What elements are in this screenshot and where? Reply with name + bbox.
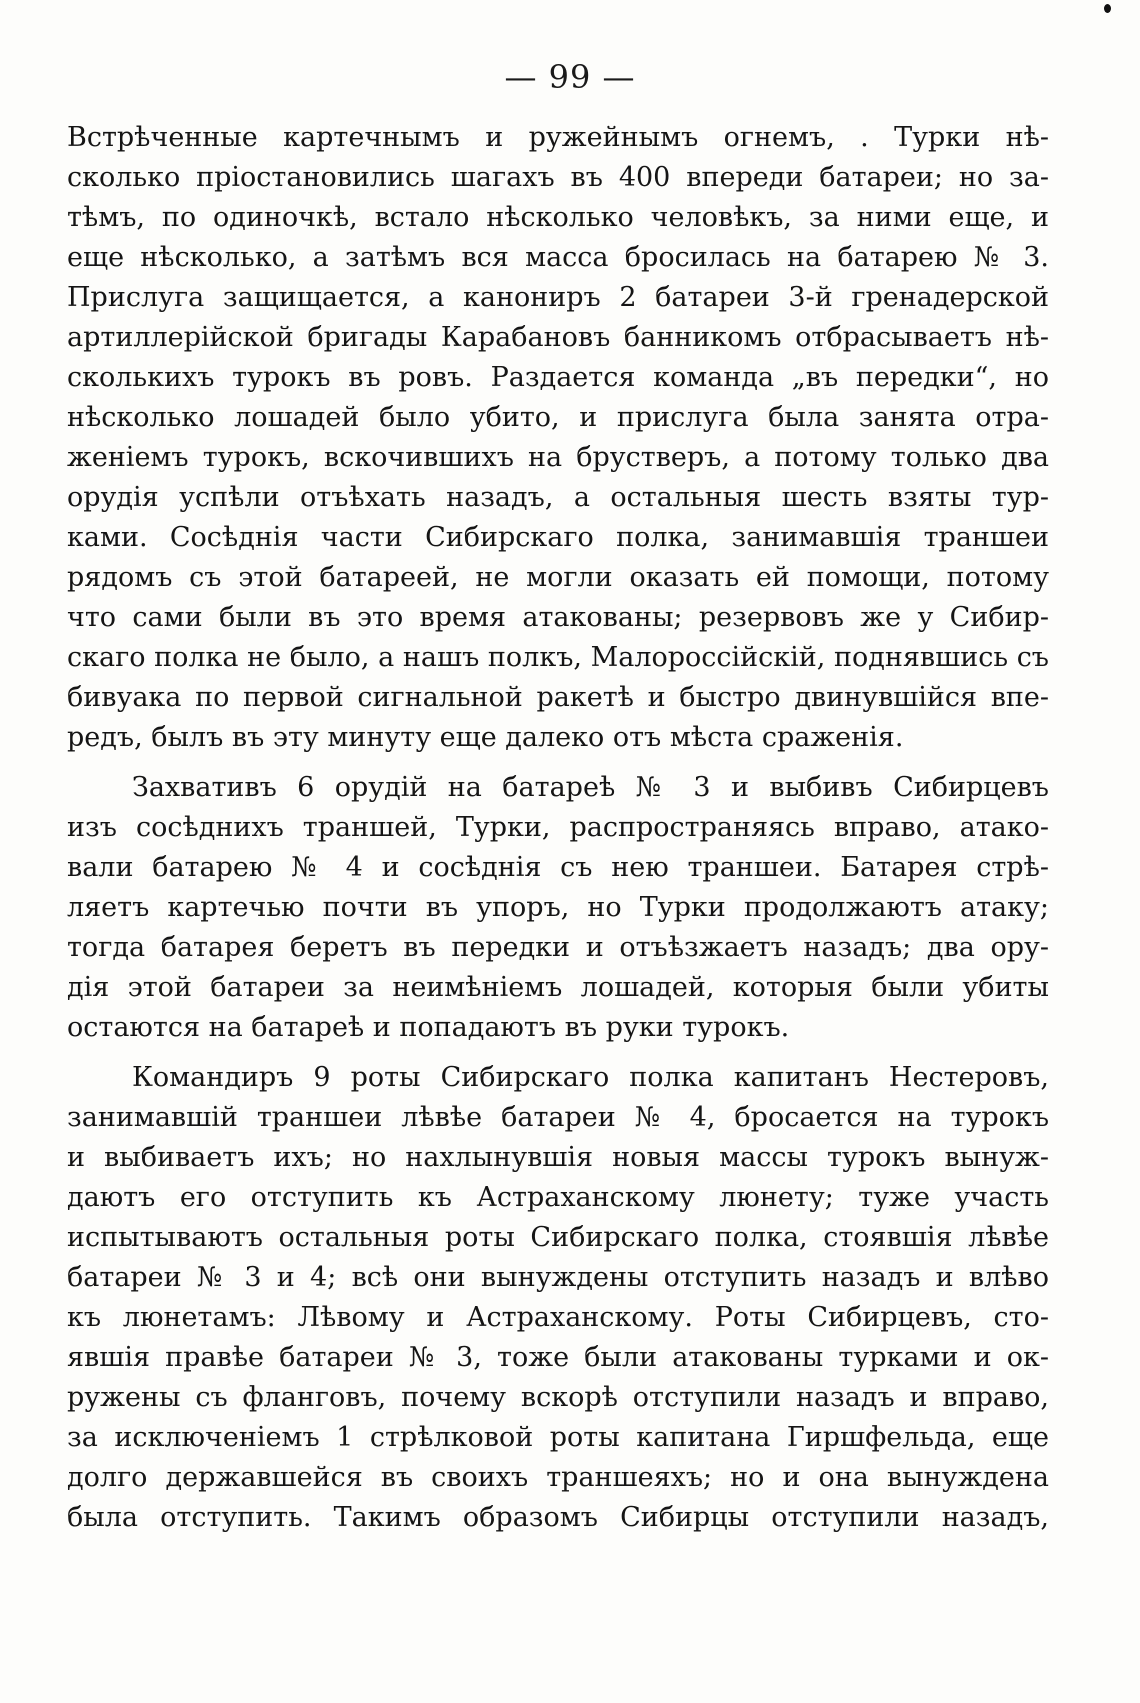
text-line: вали батарею № 4 и сосѣднія съ нею траншеи. Батарея стрѣ- (67, 852, 1049, 883)
text-line: артиллерійской бригады Карабановъ банникомъ отбрасываетъ нѣ- (67, 322, 1049, 353)
text-line: даютъ его отступить къ Астраханскому люнету; туже участь (67, 1182, 1049, 1213)
text-line: редъ, былъ въ эту минуту еще далеко отъ мѣста сраженія. (67, 722, 904, 753)
text-line: нѣсколько лошадей было убито, и прислуга была занята отра- (67, 402, 1049, 433)
text-line: была отступить. Такимъ образомъ Сибирцы отступили назадъ, (67, 1502, 1049, 1533)
text-line: рядомъ съ этой батареей, не могли оказать ей помощи, потому (67, 562, 1049, 593)
text-line: остаются на батареѣ и попадаютъ въ руки турокъ. (67, 1012, 790, 1043)
page-number: — 99 — (504, 58, 636, 96)
text-line: ками. Сосѣднія части Сибирскаго полка, занимавшія траншеи (67, 522, 1049, 553)
text-line: долго державшейся въ своихъ траншеяхъ; но и она вынуждена (67, 1462, 1049, 1493)
text-line: сколько пріостановились шагахъ въ 400 впереди батареи; но за- (67, 162, 1049, 193)
text-line: къ люнетамъ: Лѣвому и Астраханскому. Роты Сибирцевъ, сто- (67, 1302, 1049, 1333)
text-line: ружены съ фланговъ, почему вскорѣ отступили назадъ и вправо, (67, 1382, 1049, 1413)
text-line: что сами были въ это время атакованы; резервовъ же у Сибир- (67, 602, 1049, 633)
text-line: испытываютъ остальныя роты Сибирскаго полка, стоявшія лѣвѣе (67, 1222, 1049, 1253)
text-line: еще нѣсколько, а затѣмъ вся масса бросилась на батарею № 3. (67, 242, 1049, 273)
text-line: Прислуга защищается, а канониръ 2 батареи 3-й гренадерской (67, 282, 1049, 313)
text-line: изъ сосѣднихъ траншей, Турки, распространяясь вправо, атако- (67, 812, 1049, 843)
text-line: Командиръ 9 роты Сибирскаго полка капитанъ Нестеровъ, (132, 1062, 1049, 1093)
text-line: скаго полка не было, а нашъ полкъ, Малороссійскій, поднявшись съ (67, 642, 1049, 673)
text-line: и выбиваетъ ихъ; но нахлынувшія новыя массы турокъ вынуж- (67, 1142, 1049, 1173)
text-line: тѣмъ, по одиночкѣ, встало нѣсколько человѣкъ, за ними еще, и (67, 202, 1049, 233)
text-line: тогда батарея беретъ въ передки и отъѣзжаетъ назадъ; два ору- (67, 932, 1049, 963)
ink-speck (1104, 4, 1111, 13)
text-line: батареи № 3 и 4; всѣ они вынуждены отступить назадъ и влѣво (67, 1262, 1049, 1293)
text-line: сколькихъ турокъ въ ровъ. Раздается команда „въ передки“, но (67, 362, 1049, 393)
text-line: Захвативъ 6 орудій на батареѣ № 3 и выбивъ Сибирцевъ (132, 772, 1049, 803)
text-line: ляетъ картечью почти въ упоръ, но Турки продолжаютъ атаку; (67, 892, 1049, 923)
text-line: бивуака по первой сигнальной ракетѣ и быстро двинувшійся впе- (67, 682, 1049, 713)
text-line: орудія успѣли отъѣхать назадъ, а остальныя шесть взяты тур- (67, 482, 1049, 513)
text-line: за исключеніемъ 1 стрѣлковой роты капитана Гиршфельда, еще (67, 1422, 1049, 1453)
text-line: Встрѣченные картечнымъ и ружейнымъ огнемъ, . Турки нѣ- (67, 122, 1049, 153)
text-line: занимавшій траншеи лѣвѣе батареи № 4, бросается на турокъ (67, 1102, 1049, 1133)
text-line: дія этой батареи за неимѣніемъ лошадей, которыя были убиты (67, 972, 1049, 1003)
text-line: женіемъ турокъ, вскочившихъ на брустверъ, а потому только два (67, 442, 1049, 473)
text-line: явшія правѣе батареи № 3, тоже были атакованы турками и ок- (67, 1342, 1049, 1373)
